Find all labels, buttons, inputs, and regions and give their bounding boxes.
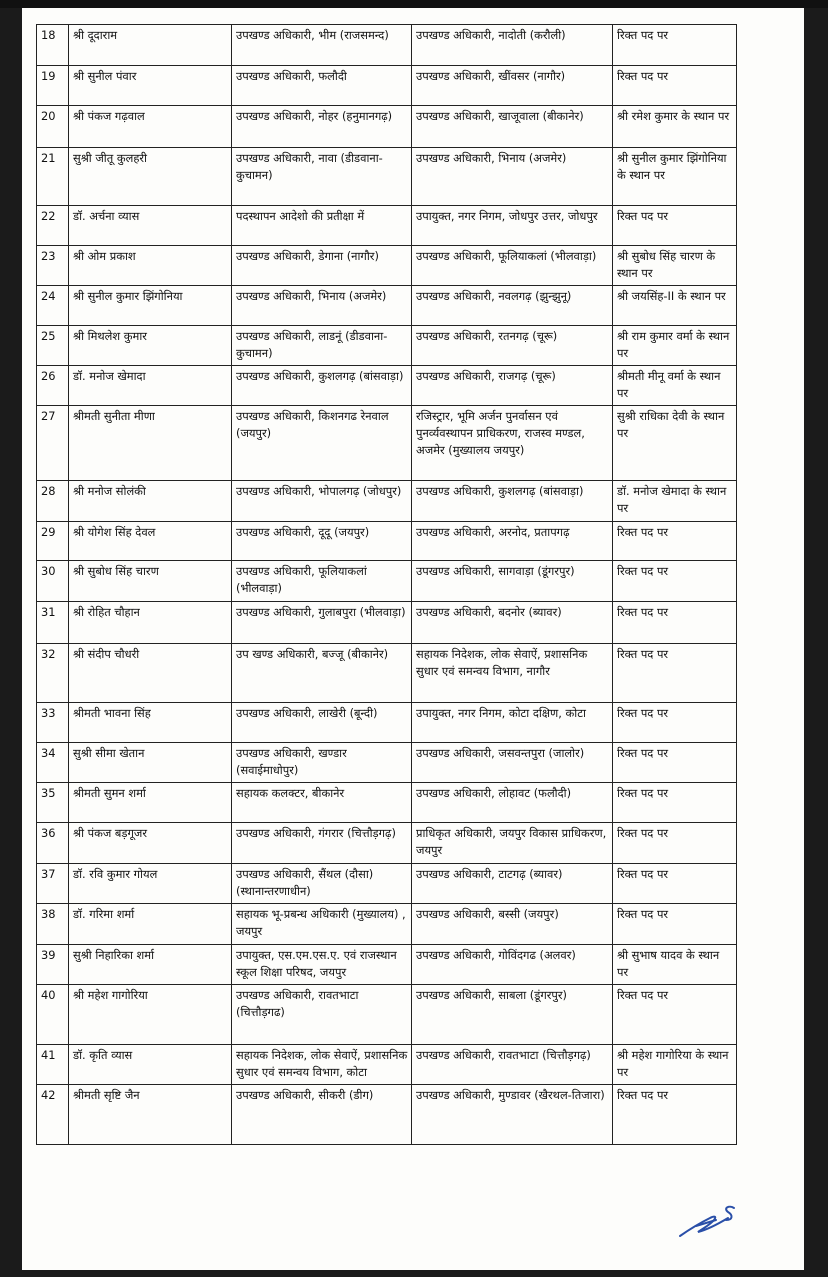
table-row xyxy=(37,481,737,522)
remark: श्रीमती मीनू वर्मा के स्थान पर xyxy=(613,366,737,406)
officer-name: श्री सुनील कुमार झिंगोनिया xyxy=(69,286,232,326)
officer-name: श्री मनोज सोलंकी xyxy=(69,481,232,522)
table-row xyxy=(37,985,737,1045)
sr-number: 39 xyxy=(37,945,69,985)
officer-name: श्री सुनील पंवार xyxy=(69,66,232,106)
sr-number: 19 xyxy=(37,66,69,106)
current-posting: उपखण्ड अधिकारी, गंगरार (चित्तौड़गढ़) xyxy=(232,823,412,864)
table-row xyxy=(37,1045,737,1085)
remark: रिक्त पद पर xyxy=(613,985,737,1045)
remark: डॉ. मनोज खेमादा के स्थान पर xyxy=(613,481,737,522)
officer-name: श्री रोहित चौहान xyxy=(69,602,232,644)
new-posting: उपखण्ड अधिकारी, मुण्डावर (खैरथल-तिजारा) xyxy=(412,1085,613,1145)
table-row xyxy=(37,644,737,703)
new-posting: उपखण्ड अधिकारी, गोविंदगढ (अलवर) xyxy=(412,945,613,985)
current-posting: उपखण्ड अधिकारी, फूलियाकलां (भीलवाड़ा) xyxy=(232,561,412,602)
table-row xyxy=(37,561,737,602)
new-posting: उपखण्ड अधिकारी, अरनोद, प्रतापगढ़ xyxy=(412,522,613,561)
sr-number: 37 xyxy=(37,864,69,904)
current-posting: उपखण्ड अधिकारी, गुलाबपुरा (भीलवाड़ा) xyxy=(232,602,412,644)
sr-number: 40 xyxy=(37,985,69,1045)
transfer-order-table xyxy=(36,24,737,1145)
remark: रिक्त पद पर xyxy=(613,1085,737,1145)
officer-name: डॉ. गरिमा शर्मा xyxy=(69,904,232,945)
officer-name: सुश्री सीमा खेतान xyxy=(69,743,232,783)
sr-number: 25 xyxy=(37,326,69,366)
officer-name: श्रीमती सृष्टि जैन xyxy=(69,1085,232,1145)
new-posting: उपखण्ड अधिकारी, लोहावट (फलौदी) xyxy=(412,783,613,823)
remark: रिक्त पद पर xyxy=(613,783,737,823)
current-posting: उपखण्ड अधिकारी, नावा (डीडवाना-कुचामन) xyxy=(232,148,412,206)
remark: श्री रमेश कुमार के स्थान पर xyxy=(613,106,737,148)
current-posting: उपखण्ड अधिकारी, भोपालगढ़ (जोधपुर) xyxy=(232,481,412,522)
table-row xyxy=(37,206,737,246)
officer-name: श्री महेश गागोरिया xyxy=(69,985,232,1045)
officer-name: श्री पंकज गढ़वाल xyxy=(69,106,232,148)
sr-number: 21 xyxy=(37,148,69,206)
officer-name: श्री ओम प्रकाश xyxy=(69,246,232,286)
sr-number: 31 xyxy=(37,602,69,644)
table-row xyxy=(37,25,737,66)
current-posting: सहायक निदेशक, लोक सेवाऐं, प्रशासनिक सुधार एवं समन्वय विभाग, कोटा xyxy=(232,1045,412,1085)
current-posting: सहायक कलक्टर, बीकानेर xyxy=(232,783,412,823)
current-posting: उपायुक्त, एस.एम.एस.ए. एवं राजस्थान स्कूल शिक्षा परिषद, जयपुर xyxy=(232,945,412,985)
officer-name: श्री मिथलेश कुमार xyxy=(69,326,232,366)
current-posting: उपखण्ड अधिकारी, सीकरी (डीग) xyxy=(232,1085,412,1145)
table-row xyxy=(37,945,737,985)
officer-name: सुश्री निहारिका शर्मा xyxy=(69,945,232,985)
remark: रिक्त पद पर xyxy=(613,602,737,644)
table-row xyxy=(37,602,737,644)
current-posting: उपखण्ड अधिकारी, डेगाना (नागौर) xyxy=(232,246,412,286)
remark: रिक्त पद पर xyxy=(613,561,737,602)
current-posting: उपखण्ड अधिकारी, भीम (राजसमन्द) xyxy=(232,25,412,66)
table-row xyxy=(37,106,737,148)
current-posting: उपखण्ड अधिकारी, रावतभाटा (चित्तौड़गढ) xyxy=(232,985,412,1045)
remark: रिक्त पद पर xyxy=(613,864,737,904)
table-row xyxy=(37,326,737,366)
table-row xyxy=(37,522,737,561)
officer-name: श्रीमती सुमन शर्मा xyxy=(69,783,232,823)
officer-name: श्रीमती भावना सिंह xyxy=(69,703,232,743)
officer-name: डॉ. रवि कुमार गोयल xyxy=(69,864,232,904)
sr-number: 24 xyxy=(37,286,69,326)
new-posting: उपखण्ड अधिकारी, बस्सी (जयपुर) xyxy=(412,904,613,945)
table-row xyxy=(37,743,737,783)
new-posting: उपायुक्त, नगर निगम, जोधपुर उत्तर, जोधपुर xyxy=(412,206,613,246)
remark: श्री सुभाष यादव के स्थान पर xyxy=(613,945,737,985)
new-posting: उपखण्ड अधिकारी, रतनगढ़ (चूरू) xyxy=(412,326,613,366)
screen-top-bar xyxy=(0,0,828,8)
officer-name: डॉ. अर्चना व्यास xyxy=(69,206,232,246)
sr-number: 36 xyxy=(37,823,69,864)
remark: रिक्त पद पर xyxy=(613,25,737,66)
current-posting: उपखण्ड अधिकारी, लाडनूं (डीडवाना-कुचामन) xyxy=(232,326,412,366)
officer-name: डॉ. कृति व्यास xyxy=(69,1045,232,1085)
current-posting: उपखण्ड अधिकारी, कुशलगढ़ (बांसवाड़ा) xyxy=(232,366,412,406)
sr-number: 29 xyxy=(37,522,69,561)
sr-number: 42 xyxy=(37,1085,69,1145)
new-posting: उपखण्ड अधिकारी, खींवसर (नागौर) xyxy=(412,66,613,106)
remark: रिक्त पद पर xyxy=(613,823,737,864)
table-row xyxy=(37,783,737,823)
new-posting: उपायुक्त, नगर निगम, कोटा दक्षिण, कोटा xyxy=(412,703,613,743)
table-row xyxy=(37,1085,737,1145)
officer-name: डॉ. मनोज खेमादा xyxy=(69,366,232,406)
table-row xyxy=(37,366,737,406)
table-row xyxy=(37,823,737,864)
new-posting: उपखण्ड अधिकारी, बदनोर (ब्यावर) xyxy=(412,602,613,644)
new-posting: उपखण्ड अधिकारी, भिनाय (अजमेर) xyxy=(412,148,613,206)
remark: श्री सुबोध सिंह चारण के स्थान पर xyxy=(613,246,737,286)
remark: श्री सुनील कुमार झिंगोनिया के स्थान पर xyxy=(613,148,737,206)
table-row xyxy=(37,66,737,106)
remark: रिक्त पद पर xyxy=(613,644,737,703)
remark: रिक्त पद पर xyxy=(613,703,737,743)
current-posting: उपखण्ड अधिकारी, नोहर (हनुमानगढ़) xyxy=(232,106,412,148)
current-posting: उपखण्ड अधिकारी, किशनगढ रेनवाल (जयपुर) xyxy=(232,406,412,481)
sr-number: 34 xyxy=(37,743,69,783)
table-row xyxy=(37,148,737,206)
remark: सुश्री राधिका देवी के स्थान पर xyxy=(613,406,737,481)
current-posting: उप खण्ड अधिकारी, बज्जू (बीकानेर) xyxy=(232,644,412,703)
current-posting: सहायक भू-प्रबन्ध अधिकारी (मुख्यालय) , जयपुर xyxy=(232,904,412,945)
new-posting: उपखण्ड अधिकारी, राजगढ़ (चूरू) xyxy=(412,366,613,406)
officer-name: श्री दूदाराम xyxy=(69,25,232,66)
officer-name: श्रीमती सुनीता मीणा xyxy=(69,406,232,481)
new-posting: उपखण्ड अधिकारी, फूलियाकलां (भीलवाड़ा) xyxy=(412,246,613,286)
remark: रिक्त पद पर xyxy=(613,522,737,561)
officer-name: श्री पंकज बड़गूजर xyxy=(69,823,232,864)
sr-number: 20 xyxy=(37,106,69,148)
new-posting: रजिस्ट्रार, भूमि अर्जन पुनर्वासन एवं पुनर्व्यवस्थापन प्राधिकरण, राजस्व मण्डल, अजमेर (मुख्यालय जयपुर) xyxy=(412,406,613,481)
sr-number: 30 xyxy=(37,561,69,602)
current-posting: उपखण्ड अधिकारी, खण्डार (सवाईमाधोपुर) xyxy=(232,743,412,783)
sr-number: 35 xyxy=(37,783,69,823)
sr-number: 33 xyxy=(37,703,69,743)
current-posting: उपखण्ड अधिकारी, फलौदी xyxy=(232,66,412,106)
new-posting: उपखण्ड अधिकारी, टाटगढ़ (ब्यावर) xyxy=(412,864,613,904)
sr-number: 26 xyxy=(37,366,69,406)
remark: रिक्त पद पर xyxy=(613,743,737,783)
current-posting: उपखण्ड अधिकारी, लाखेरी (बून्दी) xyxy=(232,703,412,743)
current-posting: उपखण्ड अधिकारी, भिनाय (अजमेर) xyxy=(232,286,412,326)
remark: श्री राम कुमार वर्मा के स्थान पर xyxy=(613,326,737,366)
sr-number: 28 xyxy=(37,481,69,522)
officer-name: श्री योगेश सिंह देवल xyxy=(69,522,232,561)
new-posting: उपखण्ड अधिकारी, सागवाड़ा (डूंगरपुर) xyxy=(412,561,613,602)
table-row xyxy=(37,406,737,481)
new-posting: सहायक निदेशक, लोक सेवाऐं, प्रशासनिक सुधार एवं समन्वय विभाग, नागौर xyxy=(412,644,613,703)
current-posting: उपखण्ड अधिकारी, दूदू (जयपुर) xyxy=(232,522,412,561)
current-posting: पदस्थापन आदेशो की प्रतीक्षा में xyxy=(232,206,412,246)
new-posting: उपखण्ड अधिकारी, जसवन्तपुरा (जालोर) xyxy=(412,743,613,783)
sr-number: 27 xyxy=(37,406,69,481)
sr-number: 38 xyxy=(37,904,69,945)
sr-number: 18 xyxy=(37,25,69,66)
officer-name: श्री संदीप चौधरी xyxy=(69,644,232,703)
remark: श्री महेश गागोरिया के स्थान पर xyxy=(613,1045,737,1085)
signature xyxy=(676,1196,746,1242)
table-row xyxy=(37,246,737,286)
table-row xyxy=(37,703,737,743)
new-posting: उपखण्ड अधिकारी, कुशलगढ़ (बांसवाड़ा) xyxy=(412,481,613,522)
new-posting: उपखण्ड अधिकारी, रावतभाटा (चित्तौड़गढ़) xyxy=(412,1045,613,1085)
table-row xyxy=(37,286,737,326)
sr-number: 32 xyxy=(37,644,69,703)
sr-number: 23 xyxy=(37,246,69,286)
officer-name: श्री सुबोध सिंह चारण xyxy=(69,561,232,602)
remark: रिक्त पद पर xyxy=(613,904,737,945)
new-posting: उपखण्ड अधिकारी, नवलगढ़ (झुन्झुनू) xyxy=(412,286,613,326)
new-posting: उपखण्ड अधिकारी, साबला (डूंगरपुर) xyxy=(412,985,613,1045)
table-row xyxy=(37,904,737,945)
sr-number: 22 xyxy=(37,206,69,246)
officer-name: सुश्री जीतू कुलहरी xyxy=(69,148,232,206)
current-posting: उपखण्ड अधिकारी, सैंथल (दौसा) (स्थानान्तरणाधीन) xyxy=(232,864,412,904)
new-posting: उपखण्ड अधिकारी, खाजूवाला (बीकानेर) xyxy=(412,106,613,148)
remark: रिक्त पद पर xyxy=(613,206,737,246)
sr-number: 41 xyxy=(37,1045,69,1085)
remark: रिक्त पद पर xyxy=(613,66,737,106)
new-posting: उपखण्ड अधिकारी, नादोती (करौली) xyxy=(412,25,613,66)
table-body xyxy=(37,25,737,1145)
remark: श्री जयसिंह-II के स्थान पर xyxy=(613,286,737,326)
new-posting: प्राधिकृत अधिकारी, जयपुर विकास प्राधिकरण, जयपुर xyxy=(412,823,613,864)
table-row xyxy=(37,864,737,904)
